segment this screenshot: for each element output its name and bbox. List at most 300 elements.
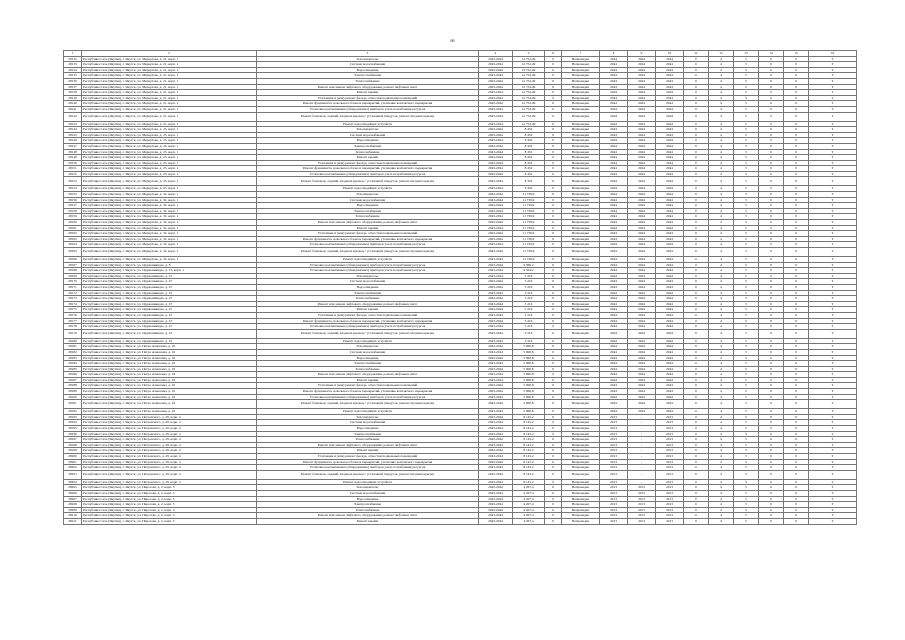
table-cell: 4 — [709, 84, 734, 90]
table-cell: Республика Саха (Якутия), г. Якутск, ул. Петра Алексеева, д. 16 — [82, 389, 257, 395]
table-cell: 2013 — [656, 437, 684, 443]
table-cell: Республика Саха (Якутия), г. Якутск, ул. Петра Алексеева, д. 16 — [82, 383, 257, 389]
table-cell: Ремонт крыши — [257, 448, 479, 454]
table-cell: 0 — [684, 507, 709, 513]
table-cell: Т — [809, 155, 857, 161]
table-cell: 28202 — [64, 465, 82, 471]
table-cell: 28141 — [64, 106, 82, 112]
table-cell: 2044 — [628, 262, 656, 268]
table-cell: 5 216 — [513, 318, 545, 324]
table-cell: 5 — [734, 470, 759, 479]
table-cell: 0 — [684, 431, 709, 437]
table-cell: 0 — [784, 95, 809, 101]
table-cell: 2013 — [600, 518, 628, 524]
table-cell: 2043-2044 — [479, 361, 513, 367]
table-cell: 4 — [709, 518, 734, 524]
table-cell: 0 — [545, 355, 562, 361]
table-cell: 2044 — [600, 171, 628, 177]
table-cell: 0 — [545, 465, 562, 471]
table-cell: Республика Саха (Якутия), г. Якутск, ул. Меркулова, д. 21, корп. 1 — [82, 62, 257, 68]
table-cell: 0 — [784, 442, 809, 448]
table-cell: 2043-2044 — [479, 372, 513, 378]
table-cell: 0 — [684, 284, 709, 290]
table-cell: 2044 — [628, 366, 656, 372]
table-cell: 2044 — [600, 257, 628, 263]
table-cell: 0 — [759, 426, 784, 432]
table-cell: Непроведен — [562, 318, 600, 324]
table-cell: 28151 — [64, 166, 82, 172]
table-cell: 11 736,9 — [513, 214, 545, 220]
table-cell: 0 — [545, 361, 562, 367]
table-cell: Республика Саха (Якутия), г. Якутск, ул. Петра Алексеева, д. 16 — [82, 409, 257, 415]
table-cell: 2044 — [600, 355, 628, 361]
table-cell: 2044 — [656, 372, 684, 378]
table-cell: 0 — [759, 383, 784, 389]
table-cell: 2044 — [656, 143, 684, 149]
table-cell: 5 216 — [513, 312, 545, 318]
table-cell: 0 — [545, 62, 562, 68]
table-cell: 4 — [709, 132, 734, 138]
table-cell: 2043-2044 — [479, 426, 513, 432]
table-cell: Республика Саха (Якутия), г. Якутск, ул. Орджоникидзе, д. 47 — [82, 318, 257, 324]
table-cell: 5 — [734, 518, 759, 524]
table-cell: Республика Саха (Якутия), г. Якутск, ул. Петра Алексеева, д. 16 — [82, 377, 257, 383]
table-cell: 5 — [734, 409, 759, 415]
table-cell: 0 — [545, 485, 562, 491]
table-cell: 2044 — [656, 67, 684, 73]
table-cell: Установка коллективных (общедомовых) приборов учета потребления ресурсов — [257, 262, 479, 268]
table-cell: Республика Саха (Якутия), г. Якутск, ул. Меркулова, д. 32, корп. 1 — [82, 192, 257, 198]
table-cell: 4 — [709, 56, 734, 62]
table-cell: 2013 — [656, 485, 684, 491]
table-cell: Республика Саха (Якутия), г. Якутск, ул. Меркулова, д. 32, корп. 1 — [82, 225, 257, 231]
column-number: 13 — [734, 51, 759, 57]
table-cell: 0 — [545, 389, 562, 395]
table-cell: 5 216 — [513, 338, 545, 344]
table-cell: 0 — [784, 465, 809, 471]
table-cell: 28190 — [64, 394, 82, 400]
table-cell: 0 — [784, 366, 809, 372]
table-cell: 28137 — [64, 84, 82, 90]
table-cell: 2044 — [628, 106, 656, 112]
table-cell: Непроведен — [562, 73, 600, 79]
table-cell: 2043-2044 — [479, 62, 513, 68]
table-cell: 2044 — [628, 220, 656, 226]
table-cell: 2044 — [656, 349, 684, 355]
table-cell: Ремонт или замена лифтового оборудования, ремонт лифтовых шахт — [257, 84, 479, 90]
table-cell: Т — [809, 366, 857, 372]
table-cell: 0 — [759, 312, 784, 318]
table-cell: 2044 — [600, 73, 628, 79]
table-cell: 0 — [759, 138, 784, 144]
table-row — [64, 518, 857, 524]
page-number: 66 — [450, 38, 455, 43]
table-cell: 2043-2044 — [479, 513, 513, 519]
table-cell: 12 752,49 — [513, 56, 545, 62]
table-cell: 5 — [734, 454, 759, 460]
column-number: 12 — [709, 51, 734, 57]
table-cell: Т — [809, 236, 857, 242]
table-cell: 2044 — [600, 155, 628, 161]
table-cell: 0 — [684, 236, 709, 242]
table-cell: Республика Саха (Якутия), г. Якутск, ул. Меркулова, д. 23, корп. 1 — [82, 171, 257, 177]
table-cell: 5 — [734, 344, 759, 350]
table-cell: 28191 — [64, 400, 82, 409]
table-cell: 0 — [784, 470, 809, 479]
table-row — [64, 329, 857, 338]
table-cell: Электроснабжение — [257, 502, 479, 508]
table-cell: Ремонт фундамента, цокольного блока и перекрытий, утепление контактного перекрытия — [257, 459, 479, 465]
table-cell: 0 — [759, 507, 784, 513]
table-cell: 2044 — [628, 409, 656, 415]
table-cell: 0 — [684, 324, 709, 330]
table-cell: 0 — [684, 273, 709, 279]
table-cell: 0 — [759, 171, 784, 177]
table-cell: 2044 — [656, 329, 684, 338]
table-cell: 5 — [734, 132, 759, 138]
table-cell: 0 — [784, 132, 809, 138]
table-cell: 0 — [784, 121, 809, 127]
table-cell: 0 — [684, 394, 709, 400]
table-cell: 2044 — [656, 273, 684, 279]
table-cell: Непроведен — [562, 171, 600, 177]
table-cell: 8 145,2 — [513, 442, 545, 448]
table-cell: Утепление и (или) ремонт фасада, отмостки подвальных помещений — [257, 383, 479, 389]
table-cell: Ремонт крыши — [257, 225, 479, 231]
table-cell: 4 — [709, 149, 734, 155]
table-cell: 2043-2044 — [479, 377, 513, 383]
table-cell: 0 — [784, 160, 809, 166]
table-cell: Т — [809, 284, 857, 290]
table-cell: 0 — [784, 296, 809, 302]
table-cell: 5 — [734, 338, 759, 344]
table-cell: 5 — [734, 414, 759, 420]
table-cell: 2013 — [656, 426, 684, 432]
table-cell: 11 736,9 — [513, 208, 545, 214]
table-cell: 4 — [709, 470, 734, 479]
table-cell: Т — [809, 192, 857, 198]
table-cell: 2043-2044 — [479, 225, 513, 231]
table-cell: 0 — [545, 242, 562, 248]
table-cell: 4 — [709, 394, 734, 400]
table-cell: Республика Саха (Якутия), г. Якутск, ул. Меркулова, д. 21, корп. 1 — [82, 67, 257, 73]
table-cell: 0 — [784, 400, 809, 409]
table-cell: Непроведен — [562, 121, 600, 127]
table-cell: 5 — [734, 268, 759, 274]
table-cell: 0 — [684, 225, 709, 231]
table-cell: 2013 — [656, 420, 684, 426]
table-cell: 28136 — [64, 78, 82, 84]
table-cell: 28153 — [64, 177, 82, 186]
table-cell: 0 — [545, 312, 562, 318]
table-cell: 5 — [734, 502, 759, 508]
table-cell: 5 — [734, 236, 759, 242]
table-cell: 28156 — [64, 197, 82, 203]
table-cell: 28134 — [64, 67, 82, 73]
table-cell: 0 — [759, 78, 784, 84]
table-cell: 28205 — [64, 485, 82, 491]
table-cell: 2013 — [628, 507, 656, 513]
table-cell: 0 — [545, 220, 562, 226]
column-number: 2 — [82, 51, 257, 57]
table-cell: Ремонт фундамента, цокольного блока и перекрытий, утепление контактного перекрытия — [257, 389, 479, 395]
table-cell: 0 — [545, 344, 562, 350]
table-cell: 0 — [759, 160, 784, 166]
table-cell: 0 — [784, 513, 809, 519]
table-cell: Республика Саха (Якутия), г. Якутск, ул. Орджоникидзе, д. 47 — [82, 296, 257, 302]
table-cell: 0 — [684, 479, 709, 485]
table-cell: 2013 — [656, 490, 684, 496]
table-cell: 0 — [759, 90, 784, 96]
table-cell: 0 — [784, 101, 809, 107]
table-cell: 2044 — [628, 349, 656, 355]
table-cell: 0 — [684, 312, 709, 318]
table-cell: 0 — [759, 166, 784, 172]
table-cell: 2043-2044 — [479, 149, 513, 155]
table-cell: 2043-2044 — [479, 496, 513, 502]
table-cell: 2013 — [656, 448, 684, 454]
table-cell: 2043-2044 — [479, 78, 513, 84]
table-cell: 28138 — [64, 90, 82, 96]
table-cell: 5 — [734, 307, 759, 313]
column-number: 5 — [513, 51, 545, 57]
table-cell: 4 — [709, 192, 734, 198]
table-cell: 5 900,8 — [513, 394, 545, 400]
table-cell: Ремонт или замена лифтового оборудования, ремонт лифтовых шахт — [257, 301, 479, 307]
table-cell: 2043-2044 — [479, 442, 513, 448]
table-cell: 0 — [759, 394, 784, 400]
table-cell: 8 452 — [513, 138, 545, 144]
table-cell: 5 — [734, 284, 759, 290]
table-cell: 4 — [709, 459, 734, 465]
table-cell: 2043-2044 — [479, 84, 513, 90]
table-cell: Ремонт крыши — [257, 377, 479, 383]
table-cell: 28161 — [64, 225, 82, 231]
table-cell: 2044 — [656, 197, 684, 203]
table-cell: Ремонт или замена лифтового оборудования, ремонт лифтовых шахт — [257, 220, 479, 226]
table-cell: 2044 — [656, 279, 684, 285]
table-cell: Республика Саха (Якутия), г. Якутск, ул. Орджоникидзе, д. 47 — [82, 312, 257, 318]
table-cell: Республика Саха (Якутия), г. Якутск, ул. Меркулова, д. 21, корп. 1 — [82, 56, 257, 62]
table-cell: Непроведен — [562, 127, 600, 133]
table-cell: 0 — [545, 349, 562, 355]
table-cell: 0 — [784, 242, 809, 248]
table-cell: 5 — [734, 186, 759, 192]
table-cell: Ремонт фундамента, цокольного блока и перекрытий, утепление контактного перекрытия — [257, 236, 479, 242]
table-cell: 8 145,2 — [513, 454, 545, 460]
table-cell: 0 — [684, 426, 709, 432]
table-cell: 0 — [545, 67, 562, 73]
table-cell: 28183 — [64, 355, 82, 361]
table-cell: 0 — [784, 257, 809, 263]
table-cell: 2044 — [656, 56, 684, 62]
table-cell: 0 — [545, 279, 562, 285]
table-cell: Ремонт балконов, лоджий, входных крылец с установкой пандусов, ремонт входных крылец — [257, 470, 479, 479]
table-cell: 0 — [684, 307, 709, 313]
table-cell: 0 — [784, 177, 809, 186]
table-cell: Ремонт водоотводящих устройств — [257, 409, 479, 415]
table-cell: 0 — [545, 459, 562, 465]
table-cell: 0 — [759, 279, 784, 285]
table-cell: 11 736,9 — [513, 236, 545, 242]
table-cell: 0 — [684, 383, 709, 389]
table-cell: 2044 — [656, 400, 684, 409]
table-cell: Непроведен — [562, 138, 600, 144]
table-cell: 2044 — [656, 268, 684, 274]
table-cell: Водоотведение — [257, 496, 479, 502]
table-cell: 2044 — [600, 273, 628, 279]
table-cell: 2044 — [628, 101, 656, 107]
table-cell: 2044 — [600, 290, 628, 296]
table-cell: 5 — [734, 203, 759, 209]
table-cell: Непроведен — [562, 257, 600, 263]
table-cell: 8 452 — [513, 160, 545, 166]
table-cell: 2043-2044 — [479, 177, 513, 186]
table-cell: 8 145,2 — [513, 479, 545, 485]
table-cell: 5 — [734, 296, 759, 302]
table-cell: 0 — [759, 338, 784, 344]
table-cell: 5 — [734, 149, 759, 155]
table-cell: Непроведен — [562, 301, 600, 307]
table-cell: Водоотведение — [257, 203, 479, 209]
table-cell: 2044 — [628, 67, 656, 73]
table-cell: 2044 — [600, 197, 628, 203]
table-cell: 2044 — [628, 208, 656, 214]
table-cell: 4 — [709, 496, 734, 502]
table-cell: 2013 — [656, 479, 684, 485]
table-cell: 5 900,8 — [513, 355, 545, 361]
table-cell: 2044 — [600, 318, 628, 324]
table-cell: 0 — [545, 177, 562, 186]
table-cell: 0 — [545, 268, 562, 274]
table-cell: 0 — [759, 208, 784, 214]
table-cell: 5 900,8 — [513, 383, 545, 389]
table-cell: 2013 — [656, 502, 684, 508]
table-cell: 0 — [684, 459, 709, 465]
table-cell: - — [628, 442, 656, 448]
table-cell: 4 — [709, 186, 734, 192]
table-cell: 0 — [684, 177, 709, 186]
table-cell: 2044 — [600, 409, 628, 415]
table-cell: 2043-2044 — [479, 95, 513, 101]
table-cell: 0 — [545, 329, 562, 338]
table-cell: 2044 — [656, 203, 684, 209]
table-cell: 28184 — [64, 361, 82, 367]
table-row — [64, 400, 857, 409]
table-cell: 12 752,49 — [513, 112, 545, 121]
table-cell: Установка коллективных (общедомовых) приборов учета потребления ресурсов — [257, 242, 479, 248]
table-row — [64, 470, 857, 479]
table-cell: Непроведен — [562, 143, 600, 149]
table-cell: 28172 — [64, 290, 82, 296]
table-cell: Республика Саха (Якутия), г. Якутск, ул. Меркулова, д. 32, корп. 1 — [82, 203, 257, 209]
table-cell: Республика Саха (Якутия), г. Якутск, ул. Пирогова, д. 2, корп. 3 — [82, 502, 257, 508]
table-cell: 2043-2044 — [479, 73, 513, 79]
table-cell: 0 — [545, 95, 562, 101]
table-cell: 0 — [684, 496, 709, 502]
table-cell: Непроведен — [562, 349, 600, 355]
table-cell: Республика Саха (Якутия), г. Якутск, ул. Петровского, д. 29, корп. 4 — [82, 470, 257, 479]
table-cell: 11 736,9 — [513, 248, 545, 257]
table-cell: 4 — [709, 214, 734, 220]
table-cell: 0 — [759, 95, 784, 101]
table-cell: 0 — [684, 361, 709, 367]
table-cell: 2044 — [600, 220, 628, 226]
table-cell: 5 — [734, 220, 759, 226]
table-cell: 5 216 — [513, 284, 545, 290]
table-cell: Непроведен — [562, 273, 600, 279]
table-cell: Непроведен — [562, 106, 600, 112]
table-cell: Т — [809, 502, 857, 508]
table-cell: 2044 — [600, 101, 628, 107]
table-cell: 28144 — [64, 127, 82, 133]
table-cell: Т — [809, 84, 857, 90]
table-cell: 0 — [545, 273, 562, 279]
table-cell: 28204 — [64, 479, 82, 485]
table-cell: 4 — [709, 355, 734, 361]
table-cell: 5 900,8 — [513, 400, 545, 409]
table-cell: 0 — [684, 127, 709, 133]
table-cell: Непроведен — [562, 160, 600, 166]
table-cell: 5 — [734, 67, 759, 73]
table-cell: 2043-2044 — [479, 112, 513, 121]
table-cell: Т — [809, 112, 857, 121]
table-cell: 0 — [684, 90, 709, 96]
table-cell: Непроведен — [562, 101, 600, 107]
table-cell: 0 — [545, 366, 562, 372]
table-cell: 0 — [545, 155, 562, 161]
table-cell: 2044 — [600, 383, 628, 389]
table-cell: 2013 — [656, 459, 684, 465]
table-cell: 0 — [684, 338, 709, 344]
column-number: 11 — [684, 51, 709, 57]
table-cell: 0 — [784, 248, 809, 257]
table-cell: Система водоснабжения — [257, 490, 479, 496]
table-cell: 2013 — [600, 465, 628, 471]
table-cell: 28168 — [64, 268, 82, 274]
table-cell: 8 452 — [513, 171, 545, 177]
table-cell: Непроведен — [562, 442, 600, 448]
table-cell: 5 — [734, 366, 759, 372]
table-cell: Республика Саха (Якутия), г. Якутск, ул. Петровского, д. 29, корп. 4 — [82, 442, 257, 448]
table-cell: Республика Саха (Якутия), г. Якутск, ул. Петра Алексеева, д. 16 — [82, 344, 257, 350]
table-cell: Непроведен — [562, 377, 600, 383]
table-cell: 2044 — [628, 290, 656, 296]
table-cell: 4 — [709, 420, 734, 426]
table-cell: Электроснабжение — [257, 361, 479, 367]
table-cell: 0 — [684, 208, 709, 214]
table-cell: 0 — [759, 197, 784, 203]
table-cell: Ремонт или замена лифтового оборудования, ремонт лифтовых шахт — [257, 372, 479, 378]
table-cell: Республика Саха (Якутия), г. Якутск, ул. Петровского, д. 29, корп. 4 — [82, 426, 257, 432]
table-cell: 0 — [759, 349, 784, 355]
table-cell: Республика Саха (Якутия), г. Якутск, ул. Петра Алексеева, д. 16 — [82, 366, 257, 372]
table-cell: 4 — [709, 138, 734, 144]
table-cell: 0 — [545, 56, 562, 62]
table-cell: Электроснабжение — [257, 208, 479, 214]
table-cell: 4 — [709, 166, 734, 172]
table-cell: Т — [809, 73, 857, 79]
table-cell: 2044 — [600, 84, 628, 90]
table-cell: 0 — [784, 262, 809, 268]
table-cell: 2043-2044 — [479, 257, 513, 263]
table-cell: 2043-2044 — [479, 414, 513, 420]
table-cell: 2043-2044 — [479, 197, 513, 203]
table-cell: 2044 — [600, 203, 628, 209]
table-cell: 0 — [545, 84, 562, 90]
table-cell: 0 — [784, 459, 809, 465]
table-cell: 2013 — [600, 479, 628, 485]
